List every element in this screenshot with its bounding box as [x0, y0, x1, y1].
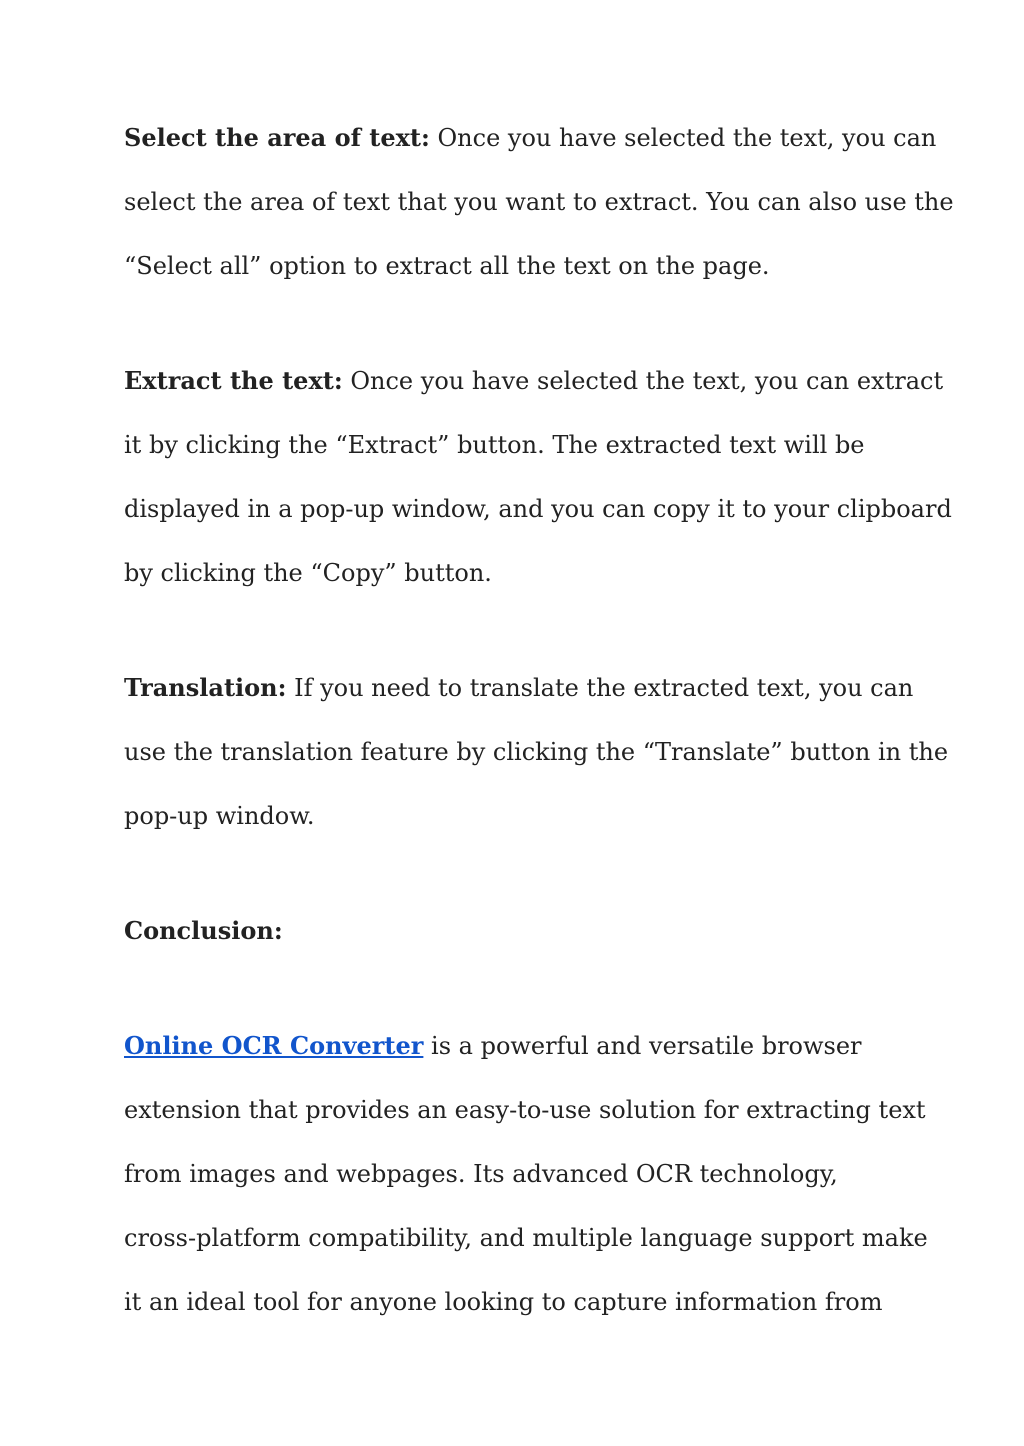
text-line: from images and webpages. Its advanced OCR technology,	[124, 1160, 838, 1188]
section-label: Extract the text:	[124, 366, 343, 395]
text-line: extension that provides an easy-to-use solution for extracting text	[124, 1096, 926, 1124]
text-line: use the translation feature by clicking the “Translate” button in the	[124, 738, 949, 766]
text-line	[124, 106, 937, 170]
text-segment: is a powerful and versatile browser	[423, 1032, 862, 1060]
section-extract-text	[124, 349, 952, 605]
text-line: it an ideal tool for anyone looking to capture information from	[124, 1288, 883, 1316]
ocr-converter-link[interactable]: Online OCR Converter	[124, 1031, 424, 1060]
conclusion-heading: Conclusion:	[124, 916, 283, 945]
text-line: displayed in a pop-up window, and you can copy it to your clipboard	[124, 495, 952, 523]
text-line	[124, 349, 944, 413]
text-segment: Once you have selected the text, you can extract	[342, 367, 944, 395]
text-line	[124, 656, 914, 720]
section-label: Translation:	[124, 673, 287, 702]
text-line: select the area of text that you want to extract. You can also use the	[124, 188, 954, 216]
section-translation	[124, 656, 949, 848]
text-line: “Select all” option to extract all the text on the page.	[124, 252, 770, 280]
document-body	[124, 106, 954, 1385]
text-segment: Once you have selected the text, you can	[429, 124, 937, 152]
text-line: by clicking the “Copy” button.	[124, 559, 492, 587]
conclusion-heading-block	[124, 899, 914, 963]
text-segment: If you need to translate the extracted text, you can	[286, 674, 914, 702]
text-line: cross-platform compatibility, and multiple language support make	[124, 1224, 928, 1252]
section-select-area	[124, 106, 954, 298]
section-label: Select the area of text:	[124, 123, 430, 152]
text-line: it by clicking the “Extract” button. The extracted text will be	[124, 431, 865, 459]
text-line: pop-up window.	[124, 802, 315, 830]
text-line	[124, 1014, 914, 1078]
section-conclusion	[124, 1014, 928, 1334]
